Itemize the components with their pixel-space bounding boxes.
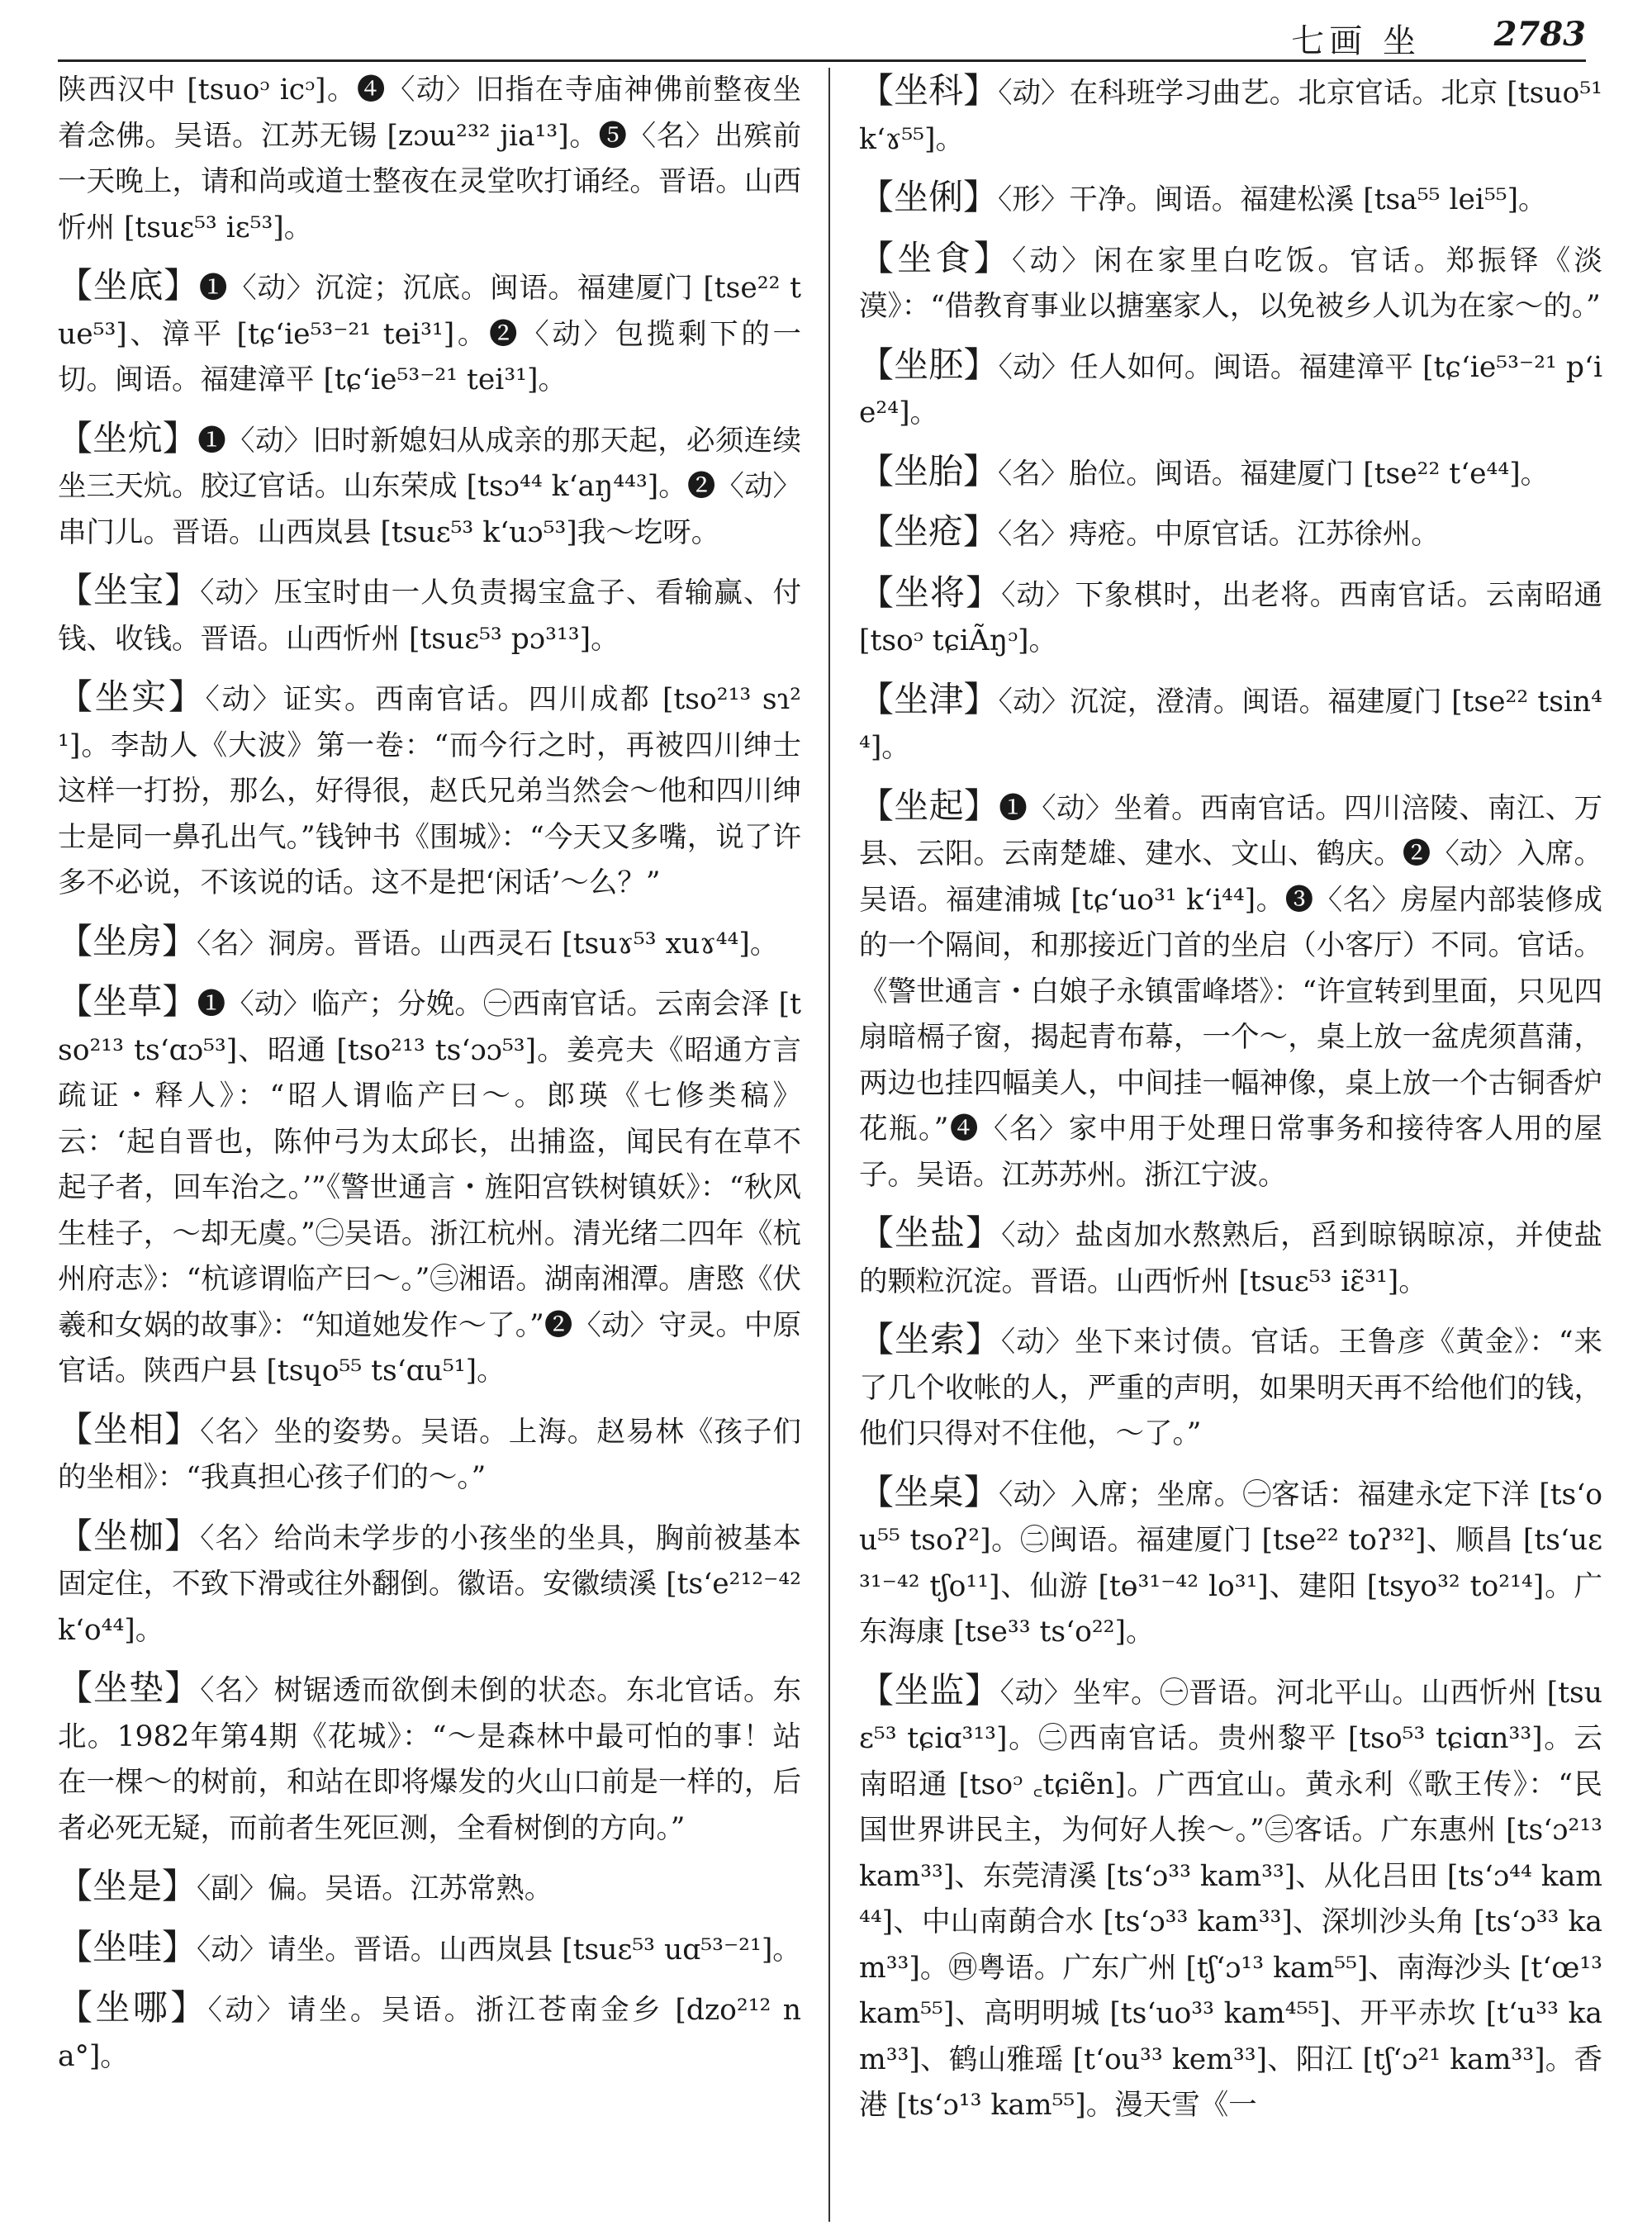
- entry-headword: 【坐相】: [58, 1408, 201, 1450]
- left-column: [58, 68, 801, 2230]
- dictionary-entry: [58, 674, 801, 907]
- dictionary-entry: [58, 1985, 801, 2080]
- entry-definition: 〈名〉给尚未学步的小孩坐的坐具，胸前被基本固定住，不致下滑或往外翻倒。徽语。安徽绩溪 [tsʻe²¹²⁻⁴² kʻo⁴⁴]。: [58, 1521, 801, 1647]
- entry-definition: 〈动〉坐牢。㊀晋语。河北平山。山西忻州 [tsuɛ⁵³ tɕiɑ³¹³]。㊁西南官话。贵州黎平 [tso⁵³ tɕiɑn³³]。云南昭通 [tsoᵓ ꜀tɕiẽn]。广西宜山。黄永利《歌王传》：“民国世界讲民主，为何好人挨～。”㊂客话。广东惠州 [tsʻɔ²¹³ kam³³]、东莞清溪 [tsʻɔ³³ kam³³]、从化吕田 [tsʻɔ⁴⁴ kam⁴⁴]、中山南蓢合水 [tsʻɔ³³ kam³³]、深圳沙头角 [tsʻɔ³³ kam³³]。㊃粤语。广东广州 [tʃʻɔ¹³ kam⁵⁵]、南海沙头 [tʻœ¹³ kam⁵⁵]、高明明城 [tsʻuo³³ kam⁴⁵⁵]、开平赤坎 [tʻu³³ kam³³]、鹤山雅瑶 [tʻou³³ kem³³]、阳江 [tʃʻɔ²¹ kam³³]。香港 [tsʻɔ¹³ kam⁵⁵]。漫天雪《一: [859, 1676, 1602, 2122]
- dictionary-entry: [58, 918, 801, 968]
- column-divider: [828, 68, 830, 2222]
- entry-definition: 〈动〉任人如何。闽语。福建漳平 [tɕʻie⁵³⁻²¹ pʻie²⁴]。: [859, 350, 1602, 429]
- entry-headword: 【坐哇】: [58, 1926, 197, 1967]
- dictionary-entry: [859, 68, 1602, 163]
- dictionary-entry: [859, 570, 1602, 665]
- dictionary-entry: [859, 1317, 1602, 1458]
- dictionary-entry: [859, 342, 1602, 437]
- entry-definition: 〈名〉胎位。闽语。福建厦门 [tse²² tʻe⁴⁴]。: [998, 457, 1550, 491]
- entry-definition: 〈名〉坐的姿势。吴语。上海。赵易林《孩子们的坐相》：“我真担心孩子们的～。”: [58, 1415, 801, 1494]
- entry-headword: 【坐监】: [859, 1669, 1000, 1710]
- dictionary-entry: [859, 1210, 1602, 1305]
- entry-definition: ❶〈动〉沉淀；沉底。闽语。福建厦门 [tse²² tue⁵³]、漳平 [tɕʻie⁵³⁻²¹ tei³¹]。❷〈动〉包揽剩下的一切。闽语。福建漳平 [tɕʻie⁵³⁻²¹ tei³¹]。: [58, 272, 801, 396]
- dictionary-entry: [58, 567, 801, 662]
- dictionary-entry: [859, 174, 1602, 224]
- section-title: 七画 坐: [1291, 22, 1421, 60]
- entry-definition: 〈动〉沉淀，澄清。闽语。福建厦门 [tse²² tsin⁴⁴]。: [859, 685, 1602, 764]
- entry-definition: 〈动〉压宝时由一人负责揭宝盒子、看输赢、付钱、收钱。晋语。山西忻州 [tsuɛ⁵³ pɔ³¹³]。: [58, 576, 801, 656]
- dictionary-entry: [859, 448, 1602, 498]
- entry-definition: 〈名〉痔疮。中原官话。江苏徐州。: [998, 518, 1440, 551]
- dictionary-entry: [859, 235, 1602, 330]
- entry-headword: 【坐食】: [859, 237, 1013, 278]
- entry-headword: 【坐胚】: [859, 344, 999, 385]
- entry-headword: 【坐疮】: [859, 511, 999, 552]
- entry-headword: 【坐津】: [859, 678, 999, 719]
- entry-definition: 〈名〉洞房。晋语。山西灵石 [tsuɤ⁵³ xuɤ⁴⁴]。: [197, 927, 779, 961]
- entry-headword: 【坐起】: [859, 785, 999, 826]
- dictionary-entry: [58, 68, 801, 251]
- entry-definition: 〈动〉证实。西南官话。四川成都 [tso²¹³ sɿ²¹]。李劼人《大波》第一卷：“而今行之时，再被四川绅士这样一打扮，那么，好得很，赵氏兄弟当然会～他和四川绅士是同一鼻孔出气。”钱钟书《围城》：“今天又多嘴，说了许多不必说，不该说的话。这不是把‘闲话’～么？”: [58, 683, 801, 899]
- dictionary-entry: [58, 979, 801, 1395]
- entry-definition: 陕西汉中 [tsuoᵓ icᵓ]。❹〈动〉旧指在寺庙神佛前整夜坐着念佛。吴语。江苏无锡 [zɔɯ²³² jia¹³]。❺〈名〉出殡前一天晚上，请和尚或道士整夜在灵堂吹打诵经。晋语。山西忻州 [tsuɛ⁵³ iɛ⁵³]。: [58, 74, 801, 244]
- dictionary-entry: [859, 1668, 1602, 2129]
- entry-definition: ❶〈动〉临产；分娩。㊀西南官话。云南会泽 [tso²¹³ tsʻɑɔ⁵³]、昭通 [tso²¹³ tsʻɔɔ⁵³]。姜亮夫《昭通方言疏证・释人》：“昭人谓临产曰～。郎瑛《七修类稿》云：‘起自晋也，陈仲弓为太邱长，出捕盗，闻民有在草不起子者，回车治之。’”《警世通言・旌阳宫铁树镇妖》：“秋风生桂子，～却无虞。”㊁吴语。浙江杭州。清光绪二四年《杭州府志》：“杭谚谓临产曰～。”㊂湘语。湖南湘潭。唐愍《伏羲和女娲的故事》：“知道她发作～了。”❷〈动〉守灵。中原官话。陕西户县 [tsɥo⁵⁵ tsʻɑu⁵¹]。: [58, 988, 801, 1388]
- entry-headword: 【坐是】: [58, 1866, 197, 1906]
- entry-headword: 【坐俐】: [859, 177, 999, 217]
- entry-headword: 【坐科】: [859, 70, 999, 111]
- entry-definition: ❶〈动〉坐着。西南官话。四川涪陵、南江、万县、云阳。云南楚雄、建水、文山、鹤庆。❷〈动〉入席。吴语。福建浦城 [tɕʻuo³¹ kʻi⁴⁴]。❸〈名〉房屋内部装修成的一个隔间，和那接近门首的坐启（小客厅）不同。官话。《警世通言・白娘子永镇雷峰塔》：“许宣转到里面，只见四扇暗槅子窗，揭起青布幕，一个～，桌上放一盆虎须菖蒲，两边也挂四幅美人，中间挂一幅神像，桌上放一个古铜香炉花瓶。”❹〈名〉家中用于处理日常事务和接待客人用的屋子。吴语。江苏苏州。浙江宁波。: [859, 791, 1602, 1192]
- entry-headword: 【坐草】: [58, 981, 197, 1022]
- entry-headword: 【坐底】: [58, 265, 199, 306]
- entry-definition: 〈副〉偏。吴语。江苏常熟。: [197, 1872, 553, 1905]
- page-header: [58, 8, 1586, 62]
- dictionary-entry: [58, 415, 801, 557]
- dictionary-entry: [58, 1407, 801, 1502]
- dictionary-entry: [859, 676, 1602, 771]
- entry-definition: 〈动〉请坐。晋语。山西岚县 [tsuɛ⁵³ uɑ⁵³⁻²¹]。: [197, 1933, 801, 1967]
- entry-definition: 〈动〉坐下来讨债。官话。王鲁彦《黄金》：“来了几个收帐的人，严重的声明，如果明天再不给他们的钱，他们只得对不住他，～了。”: [859, 1326, 1602, 1450]
- dictionary-entry: [859, 783, 1602, 1199]
- entry-definition: 〈动〉盐卤加水熬熟后，舀到晾锅晾凉，并使盐的颗粒沉淀。晋语。山西忻州 [tsuɛ⁵³ iɛ̃³¹]。: [859, 1219, 1602, 1298]
- entry-definition: 〈动〉下象棋时，出老将。西南官话。云南昭通 [tsoᵓ tɕiÃŋᵓ]。: [859, 578, 1602, 657]
- entry-definition: 〈动〉闲在家里白吃饭。官话。郑振铎《淡漠》：“借教育事业以搪塞家人，以免被乡人讥为在家～的。”: [859, 244, 1602, 323]
- dictionary-entry: [58, 263, 801, 404]
- entry-headword: 【坐将】: [859, 572, 1002, 613]
- right-column: [859, 68, 1602, 2230]
- dictionary-entry: [58, 1863, 801, 1913]
- dictionary-entry: [859, 1469, 1602, 1656]
- dictionary-entry: [859, 509, 1602, 558]
- page-number: 2783: [1493, 15, 1586, 54]
- entry-headword: 【坐索】: [859, 1319, 1001, 1359]
- entry-headword: 【坐宝】: [58, 570, 201, 610]
- entry-headword: 【坐盐】: [859, 1212, 1002, 1253]
- entry-headword: 【坐胎】: [859, 450, 999, 491]
- entry-definition: 〈动〉在科班学习曲艺。北京官话。北京 [tsuo⁵¹ kʻɤ⁵⁵]。: [859, 77, 1602, 156]
- entry-headword: 【坐桌】: [859, 1471, 999, 1512]
- entry-definition: 〈动〉入席；坐席。㊀客话：福建永定下洋 [tsʻou⁵⁵ tsoʔ²]。㊁闽语。福建厦门 [tse²² toʔ³²]、顺昌 [tsʻuɛ³¹⁻⁴² tʃo¹¹]、仙游 [tɵ³¹⁻⁴² lo³¹]、建阳 [tsyo³² to²¹⁴]。广东海康 [tse³³ tsʻo²²]。: [859, 1478, 1602, 1649]
- entry-headword: 【坐枷】: [58, 1515, 201, 1556]
- entry-definition: 〈动〉请坐。吴语。浙江苍南金乡 [dzo²¹² na°]。: [58, 1994, 801, 2073]
- entry-headword: 【坐哪】: [58, 1987, 208, 2028]
- dictionary-entry: [58, 1665, 801, 1852]
- entry-definition: 〈形〉干净。闽语。福建松溪 [tsa⁵⁵ lei⁵⁵]。: [998, 183, 1547, 216]
- dictionary-entry: [58, 1924, 801, 1974]
- entry-headword: 【坐实】: [58, 676, 206, 717]
- dictionary-entry: [58, 1513, 801, 1654]
- entry-headword: 【坐垫】: [58, 1668, 201, 1708]
- entry-headword: 【坐炕】: [58, 417, 198, 458]
- entry-definition: ❶〈动〉旧时新媳妇从成亲的那天起，必须连续坐三天炕。胶辽官话。山东荣成 [tsɔ⁴⁴ kʻaŋ⁴⁴³]。❷〈动〉串门儿。晋语。山西岚县 [tsuɛ⁵³ kʻuɔ⁵³]我～圪呀。: [58, 424, 801, 549]
- entry-headword: 【坐房】: [58, 920, 197, 961]
- entry-definition: 〈名〉树锯透而欲倒未倒的状态。东北官话。东北。1982年第4期《花城》：“～是森林中最可怕的事！站在一棵～的树前，和站在即将爆发的火山口前是一样的，后者必死无疑，而前者生死叵测，全看树倒的方向。”: [58, 1674, 801, 1845]
